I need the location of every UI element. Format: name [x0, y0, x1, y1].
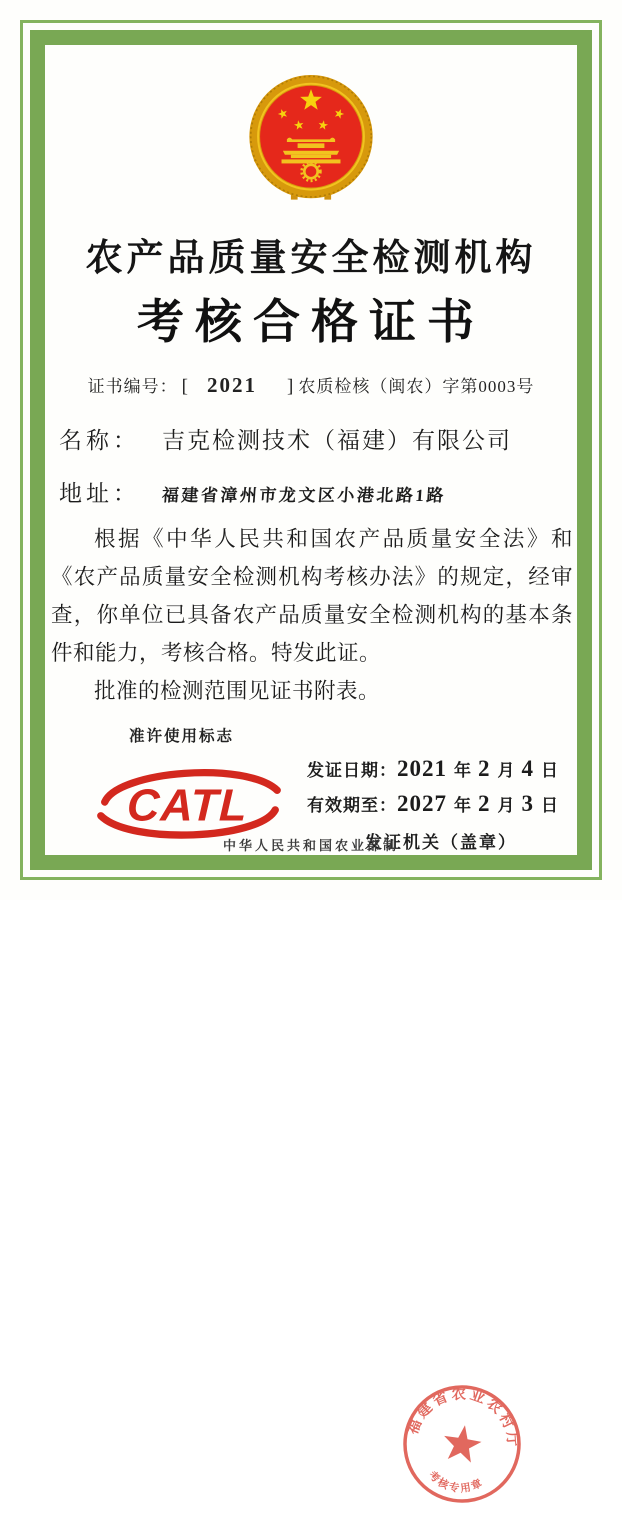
permitted-mark-caption: 准许使用标志	[129, 728, 235, 745]
certificate-number-suffix: 农质检核（闽农）字第0003号	[298, 377, 535, 396]
issue-date-year: 2021	[397, 756, 447, 781]
body-paragraph-2: 批准的检测范围见证书附表。	[94, 679, 381, 703]
unit-month: 月	[497, 761, 515, 780]
certificate-content	[45, 45, 577, 1496]
name-label: 名称：	[59, 428, 140, 453]
valid-until-day: 3	[521, 791, 534, 816]
issue-date-row	[307, 756, 575, 782]
body-paragraph-1: 根据《中华人民共和国农产品质量安全法》和《农产品质量安全检测机构考核办法》的规定，经审查，你单位已具备农产品质量安全检测机构的基本条件和能力，考核合格。特发此证。	[51, 527, 573, 665]
name-value: 吉克检测技术（福建）有限公司	[162, 428, 512, 453]
unit-day: 日	[541, 761, 558, 780]
bracket-open: [	[181, 376, 189, 397]
unit-year: 年	[454, 796, 471, 815]
seal-star	[441, 1422, 484, 1463]
unit-year: 年	[454, 761, 471, 780]
certificate-title-line2: 考核合格证书	[137, 297, 485, 349]
seal-circle	[397, 1379, 527, 1509]
bracket-close: ]	[287, 376, 295, 397]
issue-date-label: 发证日期：	[307, 761, 397, 780]
certificate-year: 2021	[207, 373, 257, 397]
valid-until-row	[307, 791, 575, 817]
unit-month: 月	[497, 796, 515, 815]
issue-date-day: 4	[521, 756, 534, 781]
official-seal-stamp	[390, 1372, 534, 1516]
body-text	[51, 520, 573, 710]
issue-date-month: 2	[478, 756, 491, 781]
address-row	[59, 475, 569, 508]
national-emblem-of-china	[244, 71, 378, 213]
issuing-authority-label: 发证机关（盖章）	[365, 833, 517, 852]
unit-day: 日	[541, 796, 558, 815]
catl-logo-text: CATL	[126, 779, 249, 831]
certificate-number-row	[45, 372, 577, 398]
seal-arc-text: 福建省农业农村厅	[404, 1386, 521, 1451]
footer-imprint: 中华人民共和国农业部制	[222, 838, 399, 853]
address-value: 福建省漳州市龙文区小港北路1路	[161, 486, 447, 505]
certificate-number-label: 证书编号：	[87, 377, 178, 396]
valid-until-month: 2	[478, 791, 491, 816]
certificate-title-line1: 农产品质量安全检测机构	[85, 238, 537, 279]
valid-until-label: 有效期至：	[307, 796, 397, 815]
name-row	[59, 422, 569, 455]
seal-bottom-text: 考核专用章	[425, 1469, 486, 1496]
valid-until-year: 2027	[397, 791, 447, 816]
address-label: 地址：	[59, 481, 140, 506]
